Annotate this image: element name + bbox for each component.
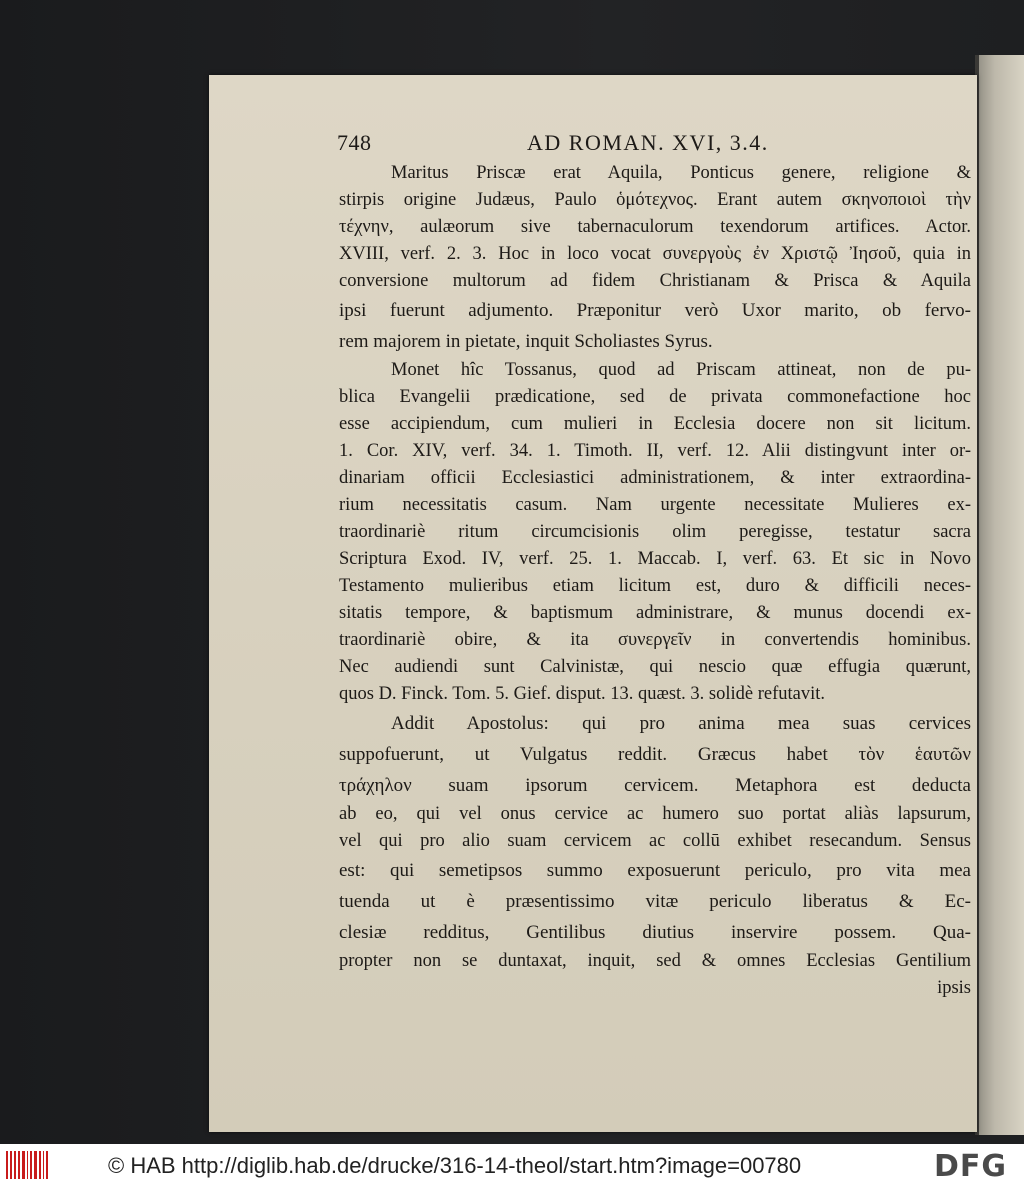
- text-line: Nec audiendi sunt Calvinistæ, qui nescio quæ effugia quærunt,: [339, 657, 971, 677]
- text-line: est: qui semetipsos summo exposuerunt periculo, pro vita mea: [339, 860, 971, 881]
- text-line: τράχηλον suam ipsorum cervicem. Metaphora est deducta: [339, 775, 971, 796]
- text-line: ab eo, qui vel onus cervice ac humero suo portat aliàs lapsurum,: [339, 804, 971, 824]
- text-line: dinariam officii Ecclesiastici administrationem, & inter extraordina-: [339, 468, 971, 488]
- text-line: vel qui pro alio suam cervicem ac collū exhibet resecandum. Sensus: [339, 831, 971, 851]
- text-line: propter non se duntaxat, inquit, sed & omnes Ecclesias Gentilium: [339, 951, 971, 971]
- text-line: rium necessitatis casum. Nam urgente necessitate Mulieres ex-: [339, 495, 971, 515]
- text-line: XVIII, verf. 2. 3. Hoc in loco vocat συνεργοὺς ἐν Χριστῷ Ἰησοῦ, quia in: [339, 244, 971, 264]
- text-line: Scriptura Exod. IV, verf. 25. 1. Maccab. I, verf. 63. Et sic in Novo: [339, 549, 971, 569]
- text-line: conversione multorum ad fidem Christianam & Prisca & Aquila: [339, 271, 971, 291]
- text-line: ipsi fuerunt adjumento. Præponitur verò Uxor marito, ob fervo-: [339, 300, 971, 321]
- running-title: AD ROMAN. XVI, 3.4.: [527, 130, 769, 155]
- text-line: rem majorem in pietate, inquit Scholiastes Syrus.: [339, 331, 713, 352]
- running-head: [339, 130, 971, 160]
- text-line: Maritus Priscæ erat Aquila, Ponticus genere, religione &: [391, 163, 971, 183]
- text-line: stirpis origine Judæus, Paulo ὁμότεχνος. Erant autem σκηνοποιοὶ τὴν: [339, 190, 971, 210]
- text-line: tuenda ut è præsentissimo vitæ periculo liberatus & Ec-: [339, 891, 971, 912]
- text-line: Monet hîc Tossanus, quod ad Priscam attineat, non de pu-: [391, 360, 971, 380]
- body-text: [339, 160, 971, 1002]
- viewer-footer: [0, 1144, 1024, 1185]
- page-text: [339, 130, 971, 1002]
- copyright-url[interactable]: © HAB http://diglib.hab.de/drucke/316-14-theol/start.htm?image=00780: [108, 1153, 802, 1178]
- text-line: Addit Apostolus: qui pro anima mea suas cervices: [391, 713, 971, 734]
- scanned-page: [209, 75, 977, 1132]
- text-line: quos D. Finck. Tom. 5. Gief. disput. 13. quæst. 3. solidè refutavit.: [339, 684, 826, 704]
- page-number: 748: [337, 130, 372, 155]
- adjacent-page-edge: [975, 55, 1024, 1135]
- text-line: ipsis: [937, 978, 971, 998]
- dfg-logo[interactable]: DFG: [934, 1149, 1008, 1184]
- text-line: 1. Cor. XIV, verf. 34. 1. Timoth. II, verf. 12. Alii distingvunt inter or-: [339, 441, 971, 461]
- text-line: traordinariè ritum circumcisionis olim peregisse, testatur sacra: [339, 522, 971, 542]
- text-line: esse accipiendum, cum mulieri in Ecclesia docere non sit licitum.: [339, 414, 971, 434]
- text-line: sitatis tempore, & baptismum administrare, & munus docendi ex-: [339, 603, 971, 623]
- text-line: τέχνην, aulæorum sive tabernaculorum texendorum artifices. Actor.: [339, 217, 971, 237]
- text-line: traordinariè obire, & ita συνεργεῖν in convertendis hominibus.: [339, 630, 971, 650]
- text-line: Testamento mulieribus etiam licitum est, duro & difficili neces-: [339, 576, 971, 596]
- text-line: clesiæ redditus, Gentilibus diutius inservire possem. Qua-: [339, 922, 971, 943]
- hab-barcode-logo-icon[interactable]: [6, 1151, 48, 1179]
- text-line: blica Evangelii prædicatione, sed de privata commonefactione hoc: [339, 387, 971, 407]
- text-line: suppofuerunt, ut Vulgatus reddit. Græcus habet τὸν ἑαυτῶν: [339, 744, 971, 765]
